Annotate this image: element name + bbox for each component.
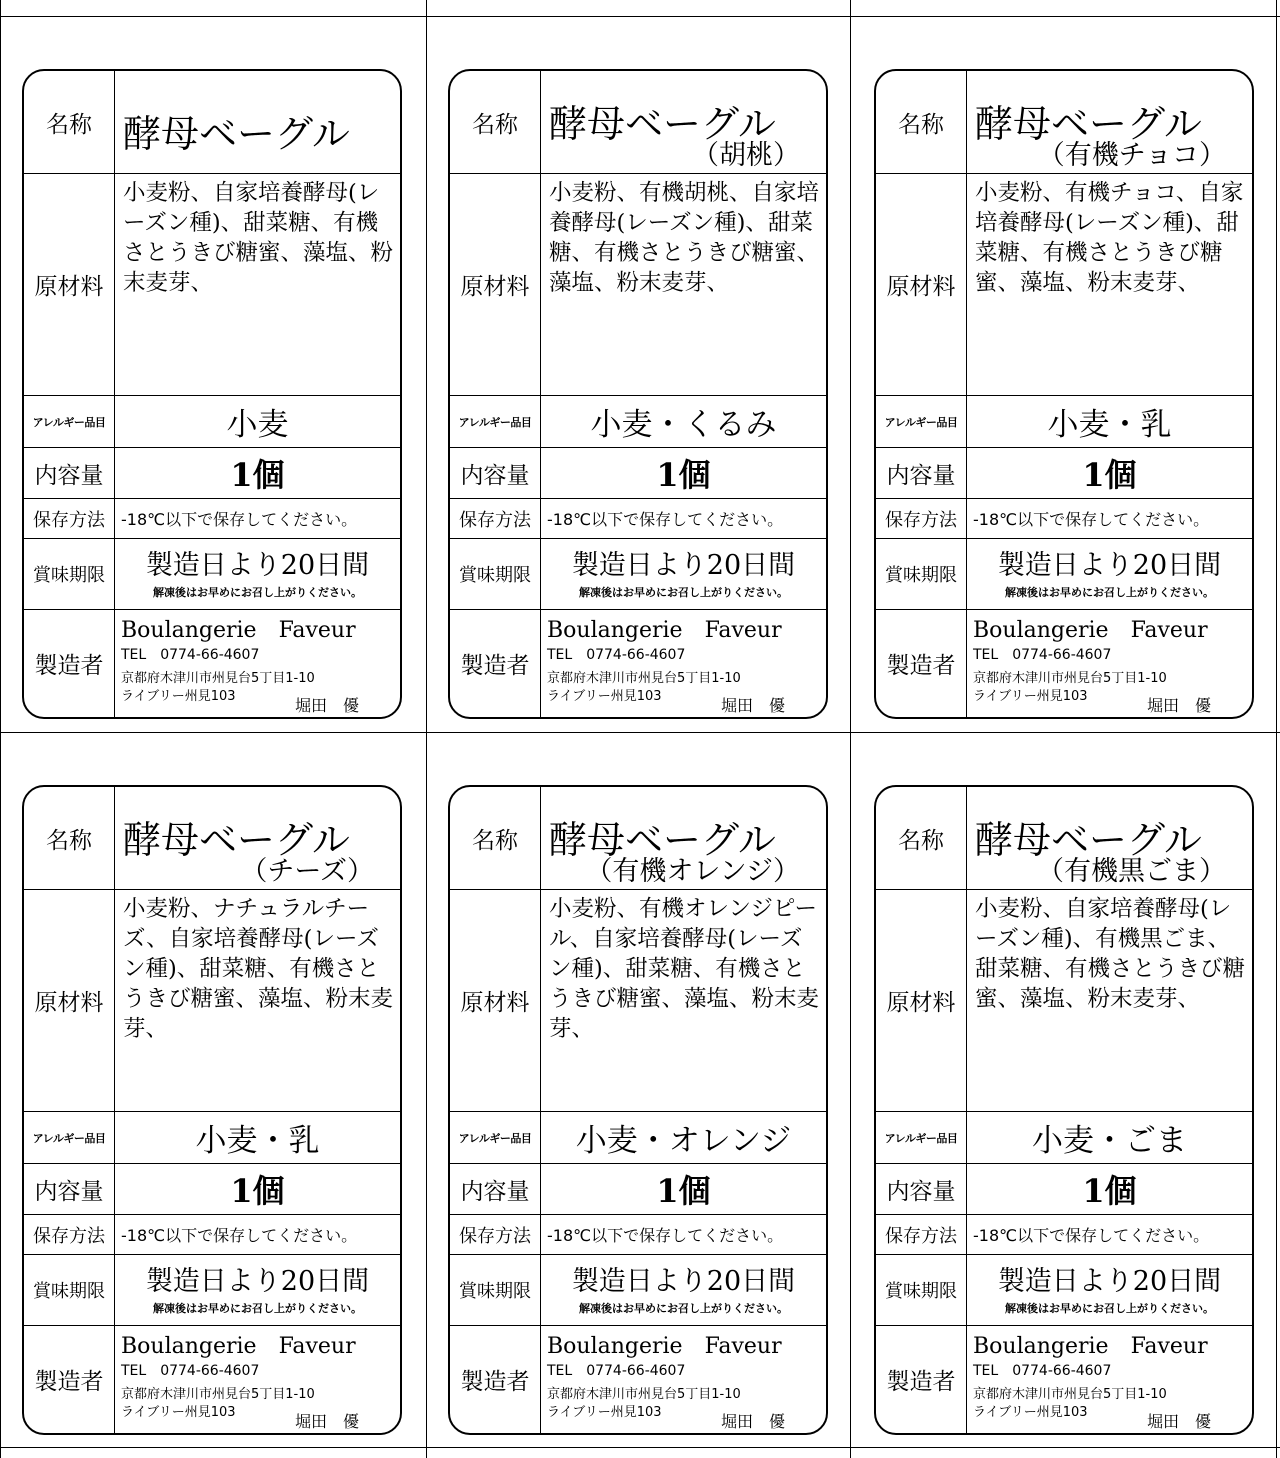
allergens-row (450, 1112, 826, 1164)
product-name: 酵母ベーグル (549, 102, 776, 146)
storage-key: 保存方法 (24, 499, 115, 538)
expiry-key: 賞味期限 (876, 539, 967, 609)
ingredients-value: 小麦粉、ナチュラルチーズ、自家培養酵母(レーズン種)、甜菜糖、有機さとうきび糖蜜、藻塩、粉末麦芽、 (123, 896, 394, 1042)
expiry-row (876, 1255, 1252, 1326)
expiry-period: 製造日より20日間 (145, 1266, 370, 1297)
quantity-value: 1個 (230, 456, 285, 494)
ingredients-value: 小麦粉、有機オレンジピール、自家培養酵母(レーズン種)、甜菜糖、有機さとうきび糖蜜、藻塩、粉末麦芽、 (549, 896, 820, 1042)
quantity-value: 1個 (656, 1172, 711, 1210)
maker-tel: TEL 0774-66-4607 (973, 1363, 1112, 1379)
expiry-value (541, 539, 826, 609)
maker-person: 堀田 優 (721, 696, 786, 715)
label-cell (426, 17, 852, 732)
expiry-period: 製造日より20日間 (997, 1266, 1222, 1297)
maker-key: 製造者 (450, 610, 541, 717)
product-name: 酵母ベーグル (549, 818, 776, 862)
storage-key: 保存方法 (876, 499, 967, 538)
quantity-key: 内容量 (450, 1164, 541, 1214)
ingredients-value: 小麦粉、有機胡桃、自家培養酵母(レーズン種)、甜菜糖、有機さとうきび糖蜜、藻塩、粉末麦芽、 (549, 180, 820, 296)
quantity-row (24, 448, 400, 499)
name-row (876, 787, 1252, 890)
expiry-row (24, 539, 400, 610)
product-variant: （有機黒ごま） (1037, 856, 1226, 887)
maker-tel: TEL 0774-66-4607 (547, 1363, 686, 1379)
product-name: 酵母ベーグル (123, 112, 350, 156)
allergens-key: アレルギー品目 (876, 396, 967, 447)
maker-address: 京都府木津川市州見台5丁目1-10 (121, 1387, 315, 1402)
name-row (24, 71, 400, 174)
label-cell (0, 17, 426, 732)
ingredients-key: 原材料 (450, 174, 541, 395)
name-key: 名称 (876, 787, 967, 889)
product-name: 酵母ベーグル (975, 102, 1202, 146)
allergens-value: 小麦 (226, 407, 289, 443)
quantity-key: 内容量 (876, 448, 967, 498)
name-row (450, 787, 826, 890)
storage-row (24, 1215, 400, 1255)
maker-value (541, 610, 826, 717)
expiry-row (24, 1255, 400, 1326)
maker-address-building: ライブリー州見103 (973, 689, 1088, 704)
maker-name: Boulangerie Faveur (973, 618, 1208, 643)
storage-value: -18℃以下で保存してください。 (973, 510, 1210, 529)
expiry-value (967, 539, 1252, 609)
ingredients-row (876, 890, 1252, 1112)
maker-person: 堀田 優 (721, 1412, 786, 1431)
quantity-key: 内容量 (24, 1164, 115, 1214)
expiry-row (450, 539, 826, 610)
product-variant: （有機チョコ） (1037, 140, 1226, 171)
quantity-key: 内容量 (450, 448, 541, 498)
allergens-row (876, 396, 1252, 448)
name-key: 名称 (450, 71, 541, 173)
name-key: 名称 (24, 787, 115, 889)
maker-address: 京都府木津川市州見台5丁目1-10 (547, 671, 741, 686)
expiry-key: 賞味期限 (450, 1255, 541, 1325)
expiry-value (967, 1255, 1252, 1325)
allergens-row (24, 1112, 400, 1164)
maker-tel: TEL 0774-66-4607 (121, 1363, 260, 1379)
ingredients-row (450, 174, 826, 396)
storage-row (450, 1215, 826, 1255)
name-row (24, 787, 400, 890)
storage-key: 保存方法 (24, 1215, 115, 1254)
quantity-row (450, 448, 826, 499)
maker-address: 京都府木津川市州見台5丁目1-10 (973, 1387, 1167, 1402)
storage-value: -18℃以下で保存してください。 (547, 1226, 784, 1245)
storage-key: 保存方法 (450, 1215, 541, 1254)
maker-value (115, 610, 400, 717)
storage-key: 保存方法 (876, 1215, 967, 1254)
maker-address: 京都府木津川市州見台5丁目1-10 (973, 671, 1167, 686)
maker-tel: TEL 0774-66-4607 (973, 647, 1112, 663)
product-label (448, 69, 828, 719)
expiry-row (450, 1255, 826, 1326)
storage-row (876, 1215, 1252, 1255)
product-variant: （チーズ） (240, 856, 374, 887)
allergens-key: アレルギー品目 (450, 1112, 541, 1163)
allergens-key: アレルギー品目 (24, 1112, 115, 1163)
expiry-key: 賞味期限 (450, 539, 541, 609)
maker-address: 京都府木津川市州見台5丁目1-10 (121, 671, 315, 686)
maker-address-building: ライブリー州見103 (973, 1405, 1088, 1420)
maker-key: 製造者 (450, 1326, 541, 1433)
storage-row (450, 499, 826, 539)
maker-tel: TEL 0774-66-4607 (121, 647, 260, 663)
label-cell (0, 733, 426, 1448)
maker-person: 堀田 優 (295, 696, 360, 715)
maker-key: 製造者 (24, 1326, 115, 1433)
expiry-note: 解凍後はお早めにお召し上がりください。 (1005, 586, 1214, 599)
quantity-key: 内容量 (24, 448, 115, 498)
name-value (967, 71, 1252, 173)
maker-row (24, 1326, 400, 1433)
product-label (874, 69, 1254, 719)
expiry-period: 製造日より20日間 (571, 550, 796, 581)
expiry-value (115, 1255, 400, 1325)
maker-row (450, 1326, 826, 1433)
product-variant: （有機オレンジ） (585, 856, 800, 887)
ingredients-row (24, 890, 400, 1112)
maker-address-building: ライブリー州見103 (547, 1405, 662, 1420)
maker-person: 堀田 優 (295, 1412, 360, 1431)
ingredients-value: 小麦粉、自家培養酵母(レーズン種)、有機黒ごま、甜菜糖、有機さとうきび糖蜜、藻塩、粉末麦芽、 (975, 896, 1246, 1012)
product-name: 酵母ベーグル (123, 818, 350, 862)
expiry-row (876, 539, 1252, 610)
ingredients-row (450, 890, 826, 1112)
allergens-key: アレルギー品目 (24, 396, 115, 447)
maker-row (450, 610, 826, 717)
maker-key: 製造者 (24, 610, 115, 717)
maker-name: Boulangerie Faveur (973, 1334, 1208, 1359)
quantity-value: 1個 (1082, 1172, 1137, 1210)
allergens-key: アレルギー品目 (876, 1112, 967, 1163)
maker-name: Boulangerie Faveur (121, 1334, 356, 1359)
expiry-note: 解凍後はお早めにお召し上がりください。 (579, 1302, 788, 1315)
maker-key: 製造者 (876, 610, 967, 717)
expiry-note: 解凍後はお早めにお召し上がりください。 (579, 586, 788, 599)
quantity-key: 内容量 (876, 1164, 967, 1214)
allergens-row (24, 396, 400, 448)
name-key: 名称 (450, 787, 541, 889)
ingredients-key: 原材料 (24, 174, 115, 395)
quantity-row (876, 448, 1252, 499)
expiry-key: 賞味期限 (24, 1255, 115, 1325)
storage-value: -18℃以下で保存してください。 (973, 1226, 1210, 1245)
ingredients-value: 小麦粉、有機チョコ、自家培養酵母(レーズン種)、甜菜糖、有機さとうきび糖蜜、藻塩、粉末麦芽、 (975, 180, 1244, 296)
label-cell (852, 17, 1278, 732)
ingredients-key: 原材料 (450, 890, 541, 1111)
storage-row (24, 499, 400, 539)
quantity-value: 1個 (656, 456, 711, 494)
ingredients-row (876, 174, 1252, 396)
quantity-row (24, 1164, 400, 1215)
maker-address: 京都府木津川市州見台5丁目1-10 (547, 1387, 741, 1402)
storage-key: 保存方法 (450, 499, 541, 538)
allergens-value: 小麦・オレンジ (575, 1123, 792, 1159)
expiry-value (541, 1255, 826, 1325)
allergens-row (876, 1112, 1252, 1164)
label-cell (852, 733, 1278, 1448)
maker-tel: TEL 0774-66-4607 (547, 647, 686, 663)
quantity-row (876, 1164, 1252, 1215)
allergens-value: 小麦・ごま (1032, 1123, 1187, 1159)
quantity-value: 1個 (230, 1172, 285, 1210)
name-value (115, 71, 400, 173)
quantity-row (450, 1164, 826, 1215)
maker-person: 堀田 優 (1147, 1412, 1212, 1431)
maker-value (541, 1326, 826, 1433)
maker-address-building: ライブリー州見103 (121, 689, 236, 704)
allergens-value: 小麦・乳 (195, 1123, 320, 1159)
expiry-period: 製造日より20日間 (571, 1266, 796, 1297)
name-value (541, 787, 826, 889)
maker-person: 堀田 優 (1147, 696, 1212, 715)
allergens-value: 小麦・乳 (1047, 407, 1172, 443)
maker-value (115, 1326, 400, 1433)
name-row (450, 71, 826, 174)
storage-value: -18℃以下で保存してください。 (547, 510, 784, 529)
ingredients-row (24, 174, 400, 396)
ingredients-key: 原材料 (876, 890, 967, 1111)
name-key: 名称 (876, 71, 967, 173)
expiry-period: 製造日より20日間 (145, 550, 370, 581)
product-label (448, 785, 828, 1435)
expiry-value (115, 539, 400, 609)
allergens-value: 小麦・くるみ (590, 407, 777, 443)
expiry-period: 製造日より20日間 (997, 550, 1222, 581)
expiry-key: 賞味期限 (876, 1255, 967, 1325)
maker-row (876, 610, 1252, 717)
ingredients-key: 原材料 (876, 174, 967, 395)
name-value (541, 71, 826, 173)
expiry-note: 解凍後はお早めにお召し上がりください。 (153, 1302, 362, 1315)
name-row (876, 71, 1252, 174)
ingredients-value: 小麦粉、自家培養酵母(レーズン種)、甜菜糖、有機さとうきび糖蜜、藻塩、粉末麦芽、 (123, 180, 394, 296)
expiry-note: 解凍後はお早めにお召し上がりください。 (153, 586, 362, 599)
maker-name: Boulangerie Faveur (121, 618, 356, 643)
maker-address-building: ライブリー州見103 (121, 1405, 236, 1420)
quantity-value: 1個 (1082, 456, 1137, 494)
maker-row (24, 610, 400, 717)
expiry-key: 賞味期限 (24, 539, 115, 609)
allergens-key: アレルギー品目 (450, 396, 541, 447)
storage-row (876, 499, 1252, 539)
allergens-row (450, 396, 826, 448)
expiry-note: 解凍後はお早めにお召し上がりください。 (1005, 1302, 1214, 1315)
label-cell (426, 733, 852, 1448)
product-name: 酵母ベーグル (975, 818, 1202, 862)
ingredients-key: 原材料 (24, 890, 115, 1111)
storage-value: -18℃以下で保存してください。 (121, 510, 358, 529)
maker-value (967, 610, 1252, 717)
product-label (874, 785, 1254, 1435)
name-value (115, 787, 400, 889)
product-label (22, 69, 402, 719)
maker-name: Boulangerie Faveur (547, 618, 782, 643)
maker-name: Boulangerie Faveur (547, 1334, 782, 1359)
maker-key: 製造者 (876, 1326, 967, 1433)
product-variant: （胡桃） (692, 140, 800, 171)
maker-row (876, 1326, 1252, 1433)
maker-value (967, 1326, 1252, 1433)
name-value (967, 787, 1252, 889)
name-key: 名称 (24, 71, 115, 173)
maker-address-building: ライブリー州見103 (547, 689, 662, 704)
product-label (22, 785, 402, 1435)
storage-value: -18℃以下で保存してください。 (121, 1226, 358, 1245)
